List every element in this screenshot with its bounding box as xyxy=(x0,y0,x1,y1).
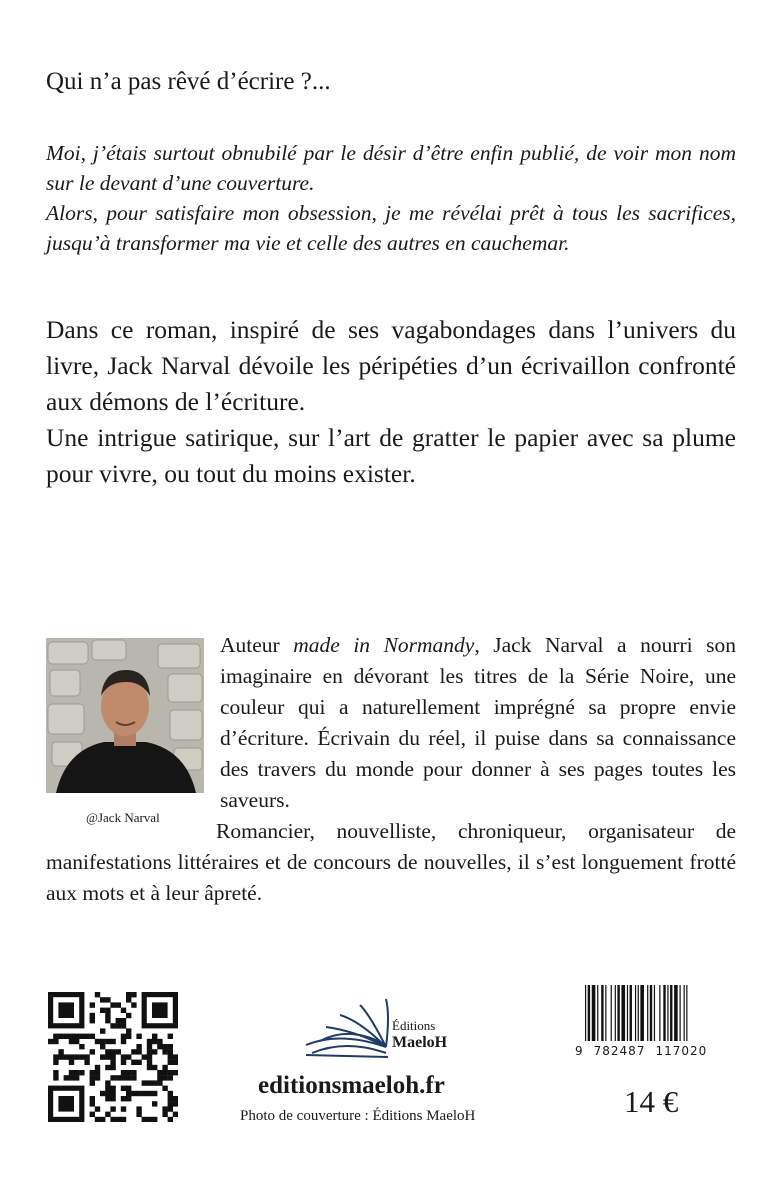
bio-text: , Jack Narval a nourri son imaginaire en dévorant les titres de la Série Noire, une couleur qui a naturellement imprégné sa propre envie d’écriture. Écrivain du réel, il puise dans sa connaissance des travers du monde pour donner à ses pages toutes les saveurs. xyxy=(220,633,737,812)
book-summary xyxy=(46,312,736,492)
italic-paragraph-1: Moi, j’étais surtout obnubilé par le désir d’être enfin publié, de voir mon nom sur le devant d’une couverture. xyxy=(46,141,736,195)
italic-excerpt xyxy=(46,138,736,258)
qr-code xyxy=(48,992,178,1122)
price: 14 € xyxy=(624,1084,679,1119)
publisher-name xyxy=(392,1018,447,1050)
bio-italic: made in Normandy xyxy=(293,633,475,657)
barcode xyxy=(583,985,727,1041)
summary-paragraph-2: Une intrigue satirique, sur l’art de gratter le papier avec sa plume pour vivre, ou tout du moins exister. xyxy=(46,423,736,488)
author-bio-continued: Romancier, nouvelliste, chroniqueur, organisateur de manifestations littéraires et de concours de nouvelles, il s’est longuement frotté aux mots et à leur âpreté. xyxy=(46,819,736,905)
bio-prefix: Auteur xyxy=(220,633,294,657)
summary-paragraph-1: Dans ce roman, inspiré de ses vagabondages dans l’univers du livre, Jack Narval dévoile les péripéties d’un écrivaillon confronté aux démons de l’écriture. xyxy=(46,315,736,416)
author-bio xyxy=(220,630,736,816)
publisher-line1: Éditions xyxy=(392,1018,436,1033)
barcode-digit-group-2: 117020 xyxy=(655,1044,708,1058)
cover-credit: Photo de couverture : Éditions MaeloH xyxy=(240,1108,476,1124)
publisher-website[interactable]: editionsmaeloh.fr xyxy=(258,1072,445,1099)
author-photo xyxy=(46,638,204,793)
photo-credit: @Jack Narval xyxy=(86,810,160,825)
intro-line: Qui n’a pas rêvé d’écrire ?... xyxy=(46,68,331,95)
barcode-digit-prefix: 9 xyxy=(575,1044,584,1058)
barcode-digit-group-1: 782487 xyxy=(593,1044,646,1058)
italic-paragraph-2: Alors, pour satisfaire mon obsession, je me révélai prêt à tous les sacrifices, jusqu’à transformer ma vie et celle des autres en cauchemar. xyxy=(46,201,736,255)
publisher-brand: MaeloH xyxy=(392,1034,448,1051)
barcode-number xyxy=(575,1044,735,1058)
